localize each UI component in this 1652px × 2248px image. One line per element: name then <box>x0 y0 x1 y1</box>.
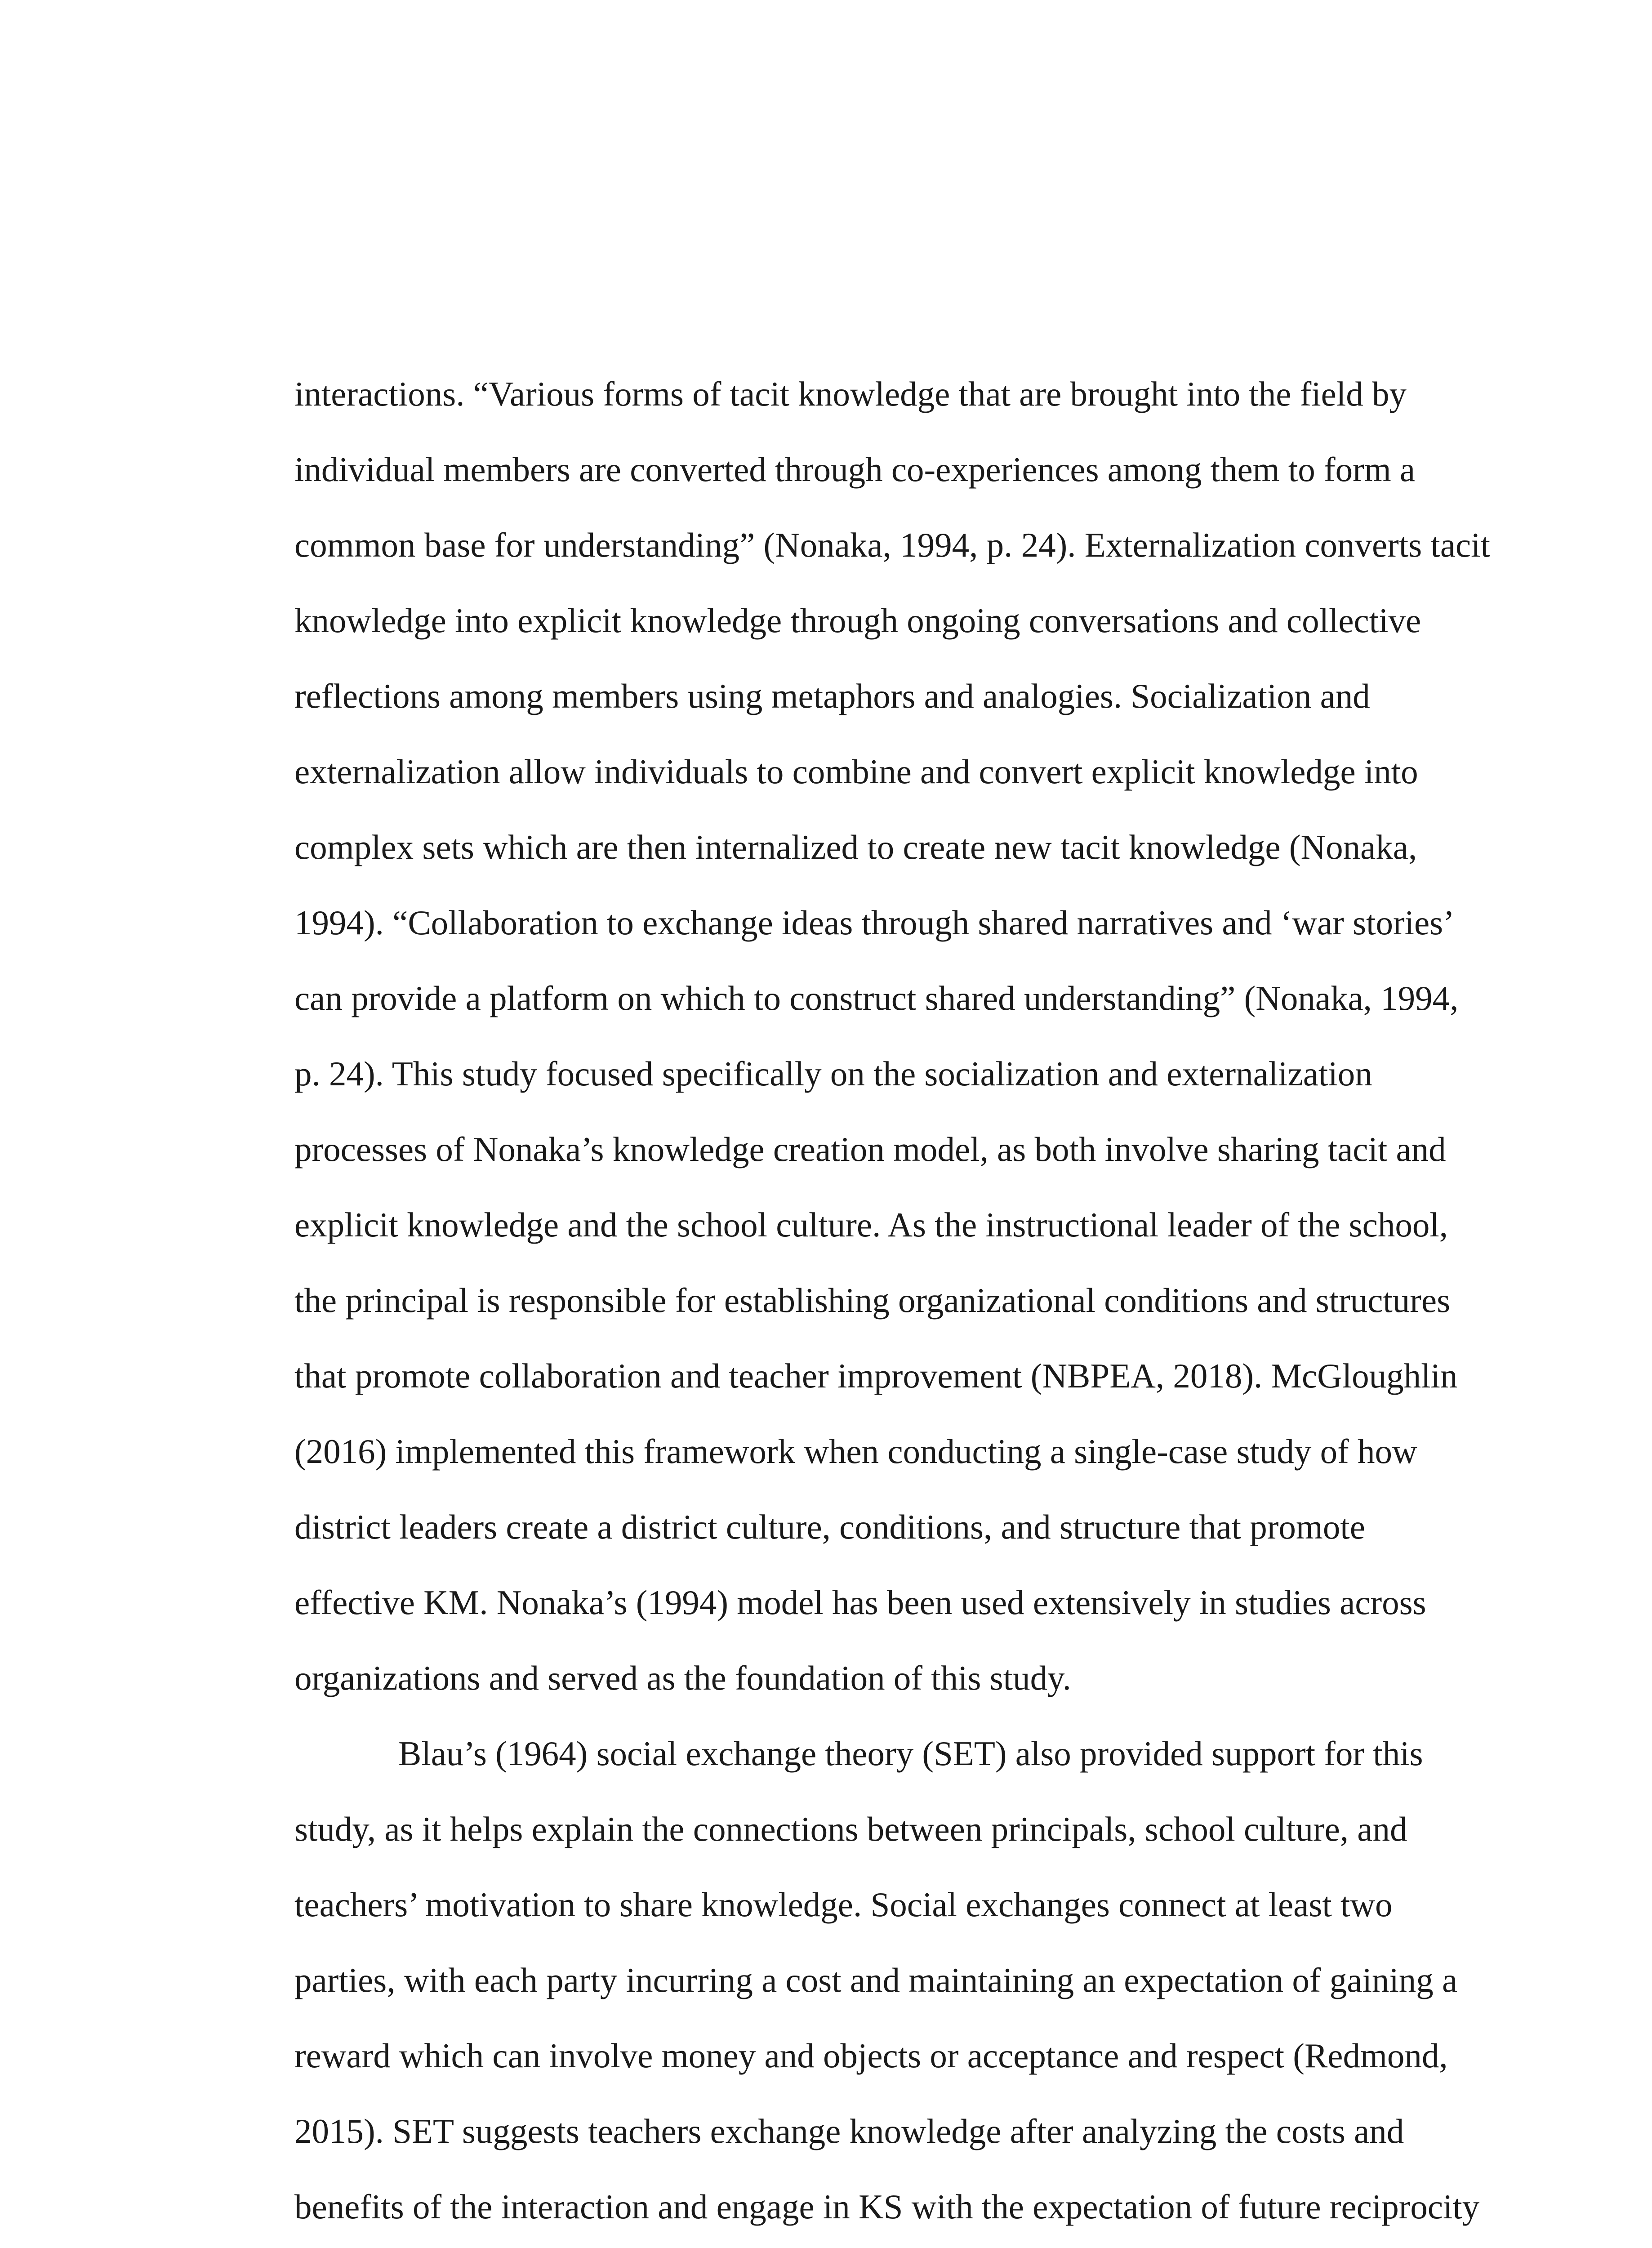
text-line: p. 24). This study focused specifically on the socialization and externalization <box>294 1054 1372 1093</box>
text-line: knowledge into explicit knowledge through ongoing conversations and collective <box>294 601 1421 640</box>
text-line: can provide a platform on which to construct shared understanding” (Nonaka, 1994, <box>294 979 1459 1017</box>
text-line: 1994). “Collaboration to exchange ideas through shared narratives and ‘war stories’ <box>294 903 1455 942</box>
text-line: reward which can involve money and objects or acceptance and respect (Redmond, <box>294 2036 1448 2075</box>
text-line: the principal is responsible for establishing organizational conditions and structures <box>294 1281 1451 1320</box>
text-line: organizations and served as the foundation of this study. <box>294 1659 1071 1697</box>
text-line: 2015). SET suggests teachers exchange knowledge after analyzing the costs and <box>294 2112 1404 2150</box>
text-line: study, as it helps explain the connections between principals, school culture, and <box>294 1810 1407 1848</box>
text-line: teachers’ motivation to share knowledge. Social exchanges connect at least two <box>294 1885 1393 1924</box>
text-line: (2016) implemented this framework when conducting a single-case study of how <box>294 1432 1417 1471</box>
text-line: district leaders create a district culture, conditions, and structure that promote <box>294 1508 1365 1546</box>
text-line: complex sets which are then internalized to create new tacit knowledge (Nonaka, <box>294 828 1417 866</box>
text-line: benefits of the interaction and engage in KS with the expectation of future reciprocity <box>294 2187 1480 2226</box>
text-line: processes of Nonaka’s knowledge creation model, as both involve sharing tacit and <box>294 1130 1446 1169</box>
text-line: individual members are converted through co-experiences among them to form a <box>294 450 1416 489</box>
text-line: that promote collaboration and teacher improvement (NBPEA, 2018). McGloughlin <box>294 1356 1458 1395</box>
text-line: externalization allow individuals to combine and convert explicit knowledge into <box>294 752 1418 791</box>
text-line: common base for understanding” (Nonaka, 1994, p. 24). Externalization converts tacit <box>294 526 1490 564</box>
text-line: explicit knowledge and the school culture. As the instructional leader of the school, <box>294 1205 1448 1244</box>
paragraph-start-line: Blau’s (1964) social exchange theory (SET) also provided support for this <box>398 1734 1423 1773</box>
text-line: reflections among members using metaphors and analogies. Socialization and <box>294 677 1370 715</box>
text-line: parties, with each party incurring a cost and maintaining an expectation of gaining a <box>294 1961 1458 1999</box>
body-text <box>294 356 1490 2244</box>
text-line: effective KM. Nonaka’s (1994) model has been used extensively in studies across <box>294 1583 1426 1622</box>
text-line: interactions. “Various forms of tacit knowledge that are brought into the field by <box>294 375 1407 413</box>
